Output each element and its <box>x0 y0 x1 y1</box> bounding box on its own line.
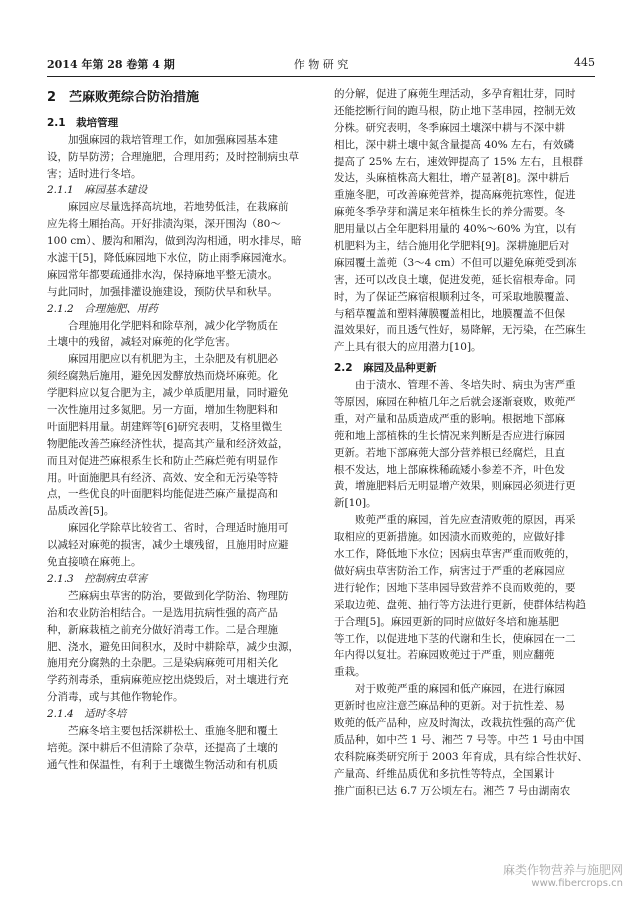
text-line: 发达，头麻植株高大粗壮，增产显著[8]。深中耕后 <box>334 172 570 185</box>
text-line: 等原因，麻园在种植几年之后就会逐渐衰败，败蔸严 <box>334 396 576 409</box>
text-line: 麻园覆土盖蔸（3～4 cm）不但可以避免麻蔸受到冻 <box>334 256 577 269</box>
text-line: 水滤干[5]，降低麻园地下水位，防止雨季麻园淹水。 <box>47 252 293 265</box>
text-line: 与此同时，加强排灌设施建设，预防伏旱和秋旱。 <box>47 285 278 298</box>
text-line: 100 cm）、腰沟和厢沟，做到沟沟相通，明水排尽，暗 <box>47 235 302 248</box>
text-line: 叶面肥料用量。胡建辉等[6]研究表明，艾格里微生 <box>47 420 283 433</box>
text-line: 的分解，促进了麻蔸生理活动，多孕育粗壮芽，同时 <box>334 88 576 100</box>
text-line: 肥、浇水，避免田间积水，及时中耕除草，减少虫源， <box>47 640 299 653</box>
text-line: 根不发达，地上部麻株稀疏矮小参差不齐，叶色发 <box>334 463 565 476</box>
text-line: 苎麻病虫草害的防治，要做到化学防治、物理防 <box>68 589 289 602</box>
text-line: 麻园应尽量选择高坑地，若地势低洼，在栽麻前 <box>68 201 289 214</box>
subsubsection-heading: 2.1.1 麻园基本建设 <box>47 184 148 197</box>
text-line: 相比，深中耕土壤中氮含量提高 40% 左右，有效磷 <box>334 138 575 151</box>
text-line: 通气性和保温性，有利于土壤微生物活动和有机质 <box>47 758 278 771</box>
text-line: 对于败蔸严重的麻园和低产麻园，在进行麻园 <box>355 683 565 696</box>
text-line: 麻园用肥应以有机肥为主，土杂肥及有机肥必 <box>68 353 278 366</box>
text-line: 黄，增施肥料后无明显增产效果，则麻园必须进行更 <box>334 480 576 493</box>
text-line: 学肥料应以复合肥为主，减少单质肥用量，同时避免 <box>47 387 289 400</box>
text-line: 新[10]。 <box>334 497 377 510</box>
text-line: 品质改善[5]。 <box>47 505 115 518</box>
text-line: 推广面积已达 6.7 万公顷左右。湘苎 7 号由湖南农 <box>334 784 571 797</box>
text-line: 年内得以复壮。若麻园败蔸过于严重，则应翻蔸 <box>334 649 555 662</box>
subsection-heading: 2.1 栽培管理 <box>47 116 119 129</box>
text-line: 分消毒，或与其他作物轮作。 <box>47 691 184 704</box>
text-line: 水工作，降低地下水位；因病虫草害严重而败蔸的， <box>334 548 576 561</box>
text-line: 更新时也应注意苎麻品种的更新。对于抗性差、易 <box>334 700 565 713</box>
text-line: 麻蔸冬季孕芽和满足来年植株生长的养分需要。冬 <box>334 206 565 219</box>
text-line: 以减轻对麻蔸的损害，减少土壤残留，且施用时应避 <box>47 539 289 552</box>
text-line: 蔸和地上部植株的生长情况来判断是否应进行麻园 <box>334 429 565 442</box>
text-line: 而且对促进苎麻根系生长和防止苎麻烂蔸有明显作 <box>47 454 278 467</box>
text-line: 取相应的更新措施。如因渍水而败蔸的，应做好排 <box>334 531 565 544</box>
text-line: 苎麻冬培主要包括深耕松土、重施冬肥和覆土 <box>68 724 278 737</box>
text-line: 与稻草覆盖和塑料薄膜覆盖相比，地膜覆盖不但保 <box>334 307 565 320</box>
text-line: 重栽。 <box>334 666 366 679</box>
text-line: 机肥料为主，结合施用化学肥料[9]。深耕施肥后对 <box>334 240 570 253</box>
text-line: 败蔸的低产品种，应及时淘汰，改栽抗性强的高产优 <box>334 716 576 729</box>
text-line: 加强麻园的栽培管理工作，如加强麻园基本建 <box>68 133 278 146</box>
text-line: 农科院麻类研究所于 2003 年育成，具有综合性状好、 <box>334 750 588 763</box>
text-line: 麻园化学除草比较省工、省时，合理适时施用可 <box>68 522 289 535</box>
text-line: 害；适时进行冬培。 <box>47 167 142 180</box>
text-line: 进行轮作；因地下茎串园导致营养不良而败蔸的，要 <box>334 581 576 594</box>
text-line: 免直接喷在麻蔸上。 <box>47 556 142 569</box>
text-line: 质品种，如中苎 1 号、湘苎 7 号等。中苎 1 号由中国 <box>334 733 585 746</box>
text-line: 温效果好，而且透气性好，易降解，无污染，在苎麻生 <box>334 324 586 337</box>
text-line: 土壤中的残留，减轻对麻蔸的化学危害。 <box>47 336 236 349</box>
text-line: 于合理[5]。麻园更新的同时应做好冬培和施基肥 <box>334 615 559 628</box>
watermark-title: 麻类作物营养与施肥网 <box>502 863 623 877</box>
text-line: 等工作，以促进地下茎的代谢和生长，使麻园在一二 <box>334 632 576 645</box>
text-line: 学药剂毒杀，重病麻蔸应挖出烧毁后，对土壤进行充 <box>47 674 289 687</box>
text-line: 重，对产量和品质造成严重的影响。根据地下部麻 <box>334 412 565 425</box>
text-line: 分株。研究表明，冬季麻园土壤深中耕与不深中耕 <box>334 121 565 134</box>
text-line: 培蔸。深中耕后不但清除了杂草，还提高了土壤的 <box>47 741 278 754</box>
text-line: 败蔸严重的麻园，首先应查清败蔸的原因，再采 <box>355 514 576 527</box>
text-line: 麻园常年都要疏通排水沟，保持麻地平整无渍水。 <box>47 268 278 281</box>
watermark-url: www.fibercrops.cn <box>531 878 623 889</box>
text-line: 种，新麻栽植之前充分做好消毒工作。二是合理施 <box>47 623 278 636</box>
left-column <box>47 86 307 846</box>
text-line: 应先将土厢抬高。开好排渍沟渠，深开围沟（80～ <box>47 218 281 231</box>
journal-issue: 2014 年第 28 卷第 4 期 <box>47 58 175 71</box>
subsubsection-heading: 2.1.4 适时冬培 <box>47 708 127 721</box>
text-line: 采取边蔸、盘蔸、抽行等方法进行更新，使群体结构趋 <box>334 598 586 611</box>
text-line: 还能挖断行间的跑马根，防止地下茎串园，控制无效 <box>334 104 576 117</box>
text-line: 治和农业防治相结合。一是选用抗病性强的高产品 <box>47 606 278 619</box>
text-line: 时，为了保证苎麻宿根顺利过冬，可采取地膜覆盖、 <box>334 290 576 303</box>
text-line: 合理施用化学肥料和除草剂，减少化学物质在 <box>68 319 278 332</box>
text-line: 须经腐熟后施用，避免因发酵放热而烧坏麻蔸。化 <box>47 370 278 383</box>
journal-name: 作 物 研 究 <box>293 58 349 71</box>
text-line: 重施冬肥，可改善麻蔸营养，提高麻蔸抗寒性，促进 <box>334 189 576 202</box>
text-line: 提高了 25% 左右，速效钾提高了 15% 左右，且根群 <box>334 155 584 168</box>
subsubsection-heading: 2.1.3 控制病虫草害 <box>47 572 148 585</box>
subsubsection-heading: 2.1.2 合理施肥、用药 <box>47 302 158 315</box>
text-line: 害，还可以改良土壤，促进发蔸，延长宿根寿命。同 <box>334 273 576 286</box>
text-line: 一次性施用过多氮肥。另一方面，增加生物肥料和 <box>47 404 278 417</box>
text-line: 做好病虫草害防治工作，病害过于严重的老麻园应 <box>334 564 565 577</box>
page-number: 445 <box>574 56 595 69</box>
text-line: 更新。若地下部麻蔸大部分营养根已经腐烂，且直 <box>334 446 565 459</box>
section-heading: 2 苎麻败蔸综合防治措施 <box>47 90 200 105</box>
text-line: 肥用量以占全年肥料用量的 40%～60% 为宜，以有 <box>334 223 577 236</box>
text-line: 点，一些优良的叶面肥料均能促进苎麻产量提高和 <box>47 488 278 501</box>
text-line: 用。叶面施肥具有经济、高效、安全和无污染等特 <box>47 471 278 484</box>
text-line: 由于渍水、管理不善、冬培失时、病虫为害严重 <box>355 379 576 392</box>
watermark <box>503 863 623 891</box>
text-line: 设，防旱防涝；合理施肥，合理用药；及时控制病虫草 <box>47 150 299 163</box>
running-header <box>47 52 595 77</box>
text-line: 物肥能改善苎麻经济性状，提高其产量和经济效益， <box>47 437 289 450</box>
text-line: 产量高、纤维品质优和多抗性等特点，全国累计 <box>334 767 555 780</box>
right-column <box>334 86 594 846</box>
text-line: 施用充分腐熟的土杂肥。三是染病麻蔸可用相关化 <box>47 657 278 670</box>
subsection-heading: 2.2 麻园及品种更新 <box>334 362 437 375</box>
text-line: 产上具有很大的应用潜力[10]。 <box>334 341 482 354</box>
